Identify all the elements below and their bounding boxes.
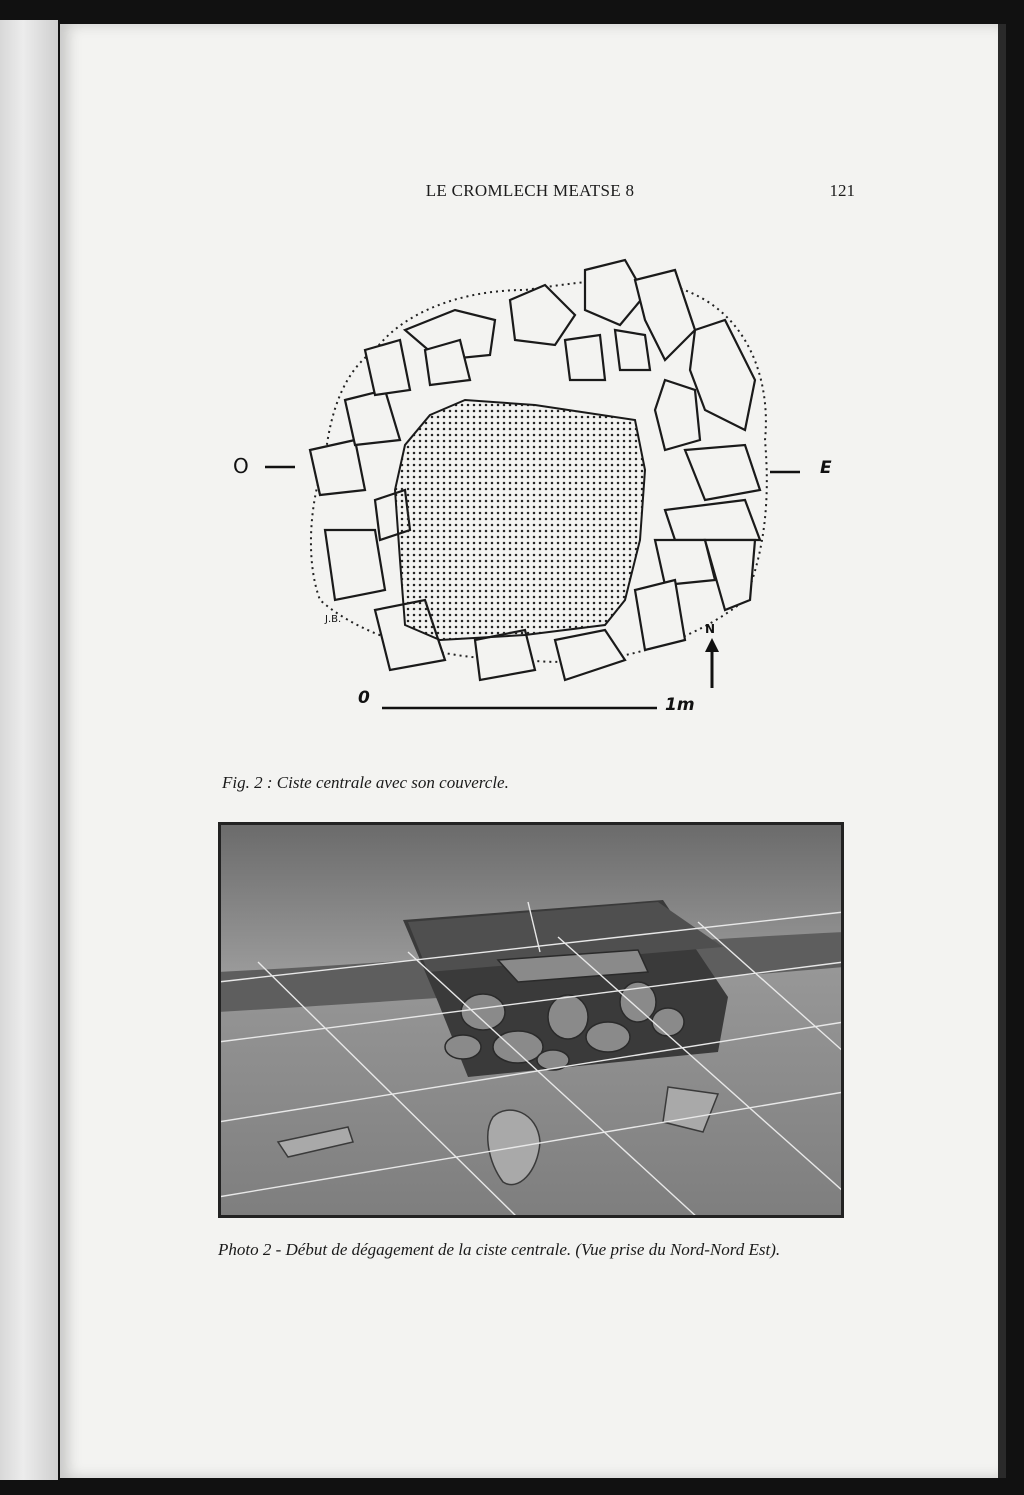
excavation-photo-image bbox=[218, 822, 844, 1218]
west-label: O bbox=[233, 454, 249, 478]
north-label: N bbox=[705, 622, 716, 636]
cist-plan-drawing bbox=[225, 240, 865, 740]
running-header: LE CROMLECH MEATSE 8 bbox=[425, 181, 635, 200]
previous-page-edge bbox=[0, 20, 58, 1480]
figure-caption: Fig. 2 : Ciste centrale avec son couvercle. bbox=[222, 773, 509, 792]
east-label: E bbox=[820, 458, 832, 478]
scale-end-label: 1m bbox=[665, 695, 695, 715]
cover-slab bbox=[395, 400, 645, 640]
cist-plan-figure bbox=[225, 240, 865, 740]
drafter-initials: J.B. bbox=[325, 614, 342, 625]
north-arrow-head-icon bbox=[705, 638, 719, 652]
scale-start-label: 0 bbox=[358, 688, 370, 708]
excavation-photo bbox=[218, 822, 844, 1218]
photo-caption: Photo 2 - Début de dégagement de la ciste centrale. (Vue prise du Nord-Nord Est). bbox=[218, 1240, 781, 1259]
page-number: 121 bbox=[829, 181, 855, 200]
page-edge bbox=[998, 24, 1006, 1478]
